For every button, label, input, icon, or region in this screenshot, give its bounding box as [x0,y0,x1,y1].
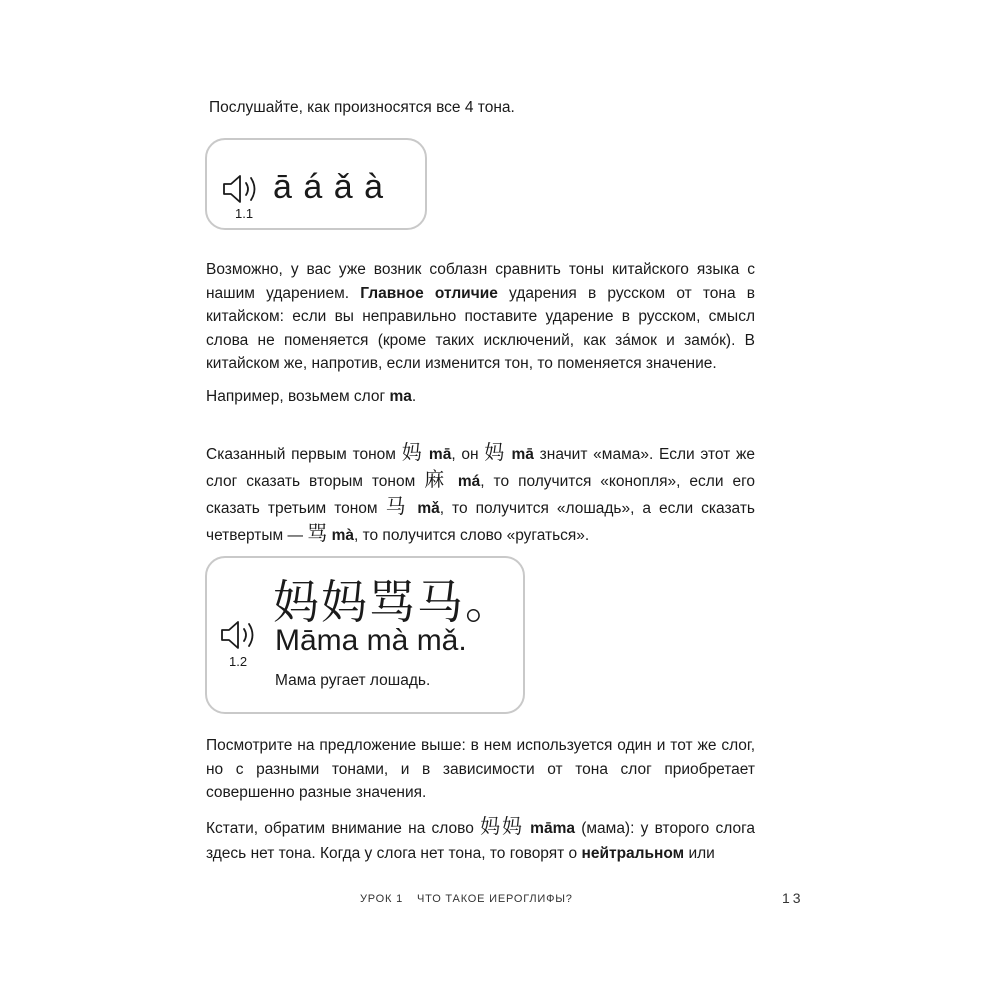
speaker-icon[interactable] [219,618,259,652]
paragraph-neutral-tone: Кстати, обратим внимание на слово 妈妈 māma (мама): у второго слога здесь нет тона. Когда у слога нет тона, то говорят о нейтральном или [206,814,755,862]
tone-marks: ā á ǎ à [273,168,384,206]
track-number: 1.1 [235,206,254,221]
footer-lesson: УРОК 1 [360,893,404,905]
paragraph-sentence-note: Посмотрите на предложение выше: в нем используется один и тот же слог, но с разными тонами, и в зависимости от тона слог приобретает совершенно разные значения. [206,737,755,801]
audio-box-sentence[interactable] [205,556,525,714]
footer-title: ЧТО ТАКОЕ ИЕРОГЛИФЫ? [417,893,573,905]
intro-text: Послушайте, как произносятся все 4 тона. [209,99,515,116]
bold-term: Главное отличие [360,284,498,302]
paragraph-example: Например, возьмем слог ma. [206,388,417,405]
paragraph-tones-vs-stress: Возможно, у вас уже возник соблазн сравнить тоны китайского языка с нашим ударением. Главное отличие ударения в русском от тона в китайском: если вы неправильно поставите ударение в русском, смысл слова не поменяется (кроме таких исключений, как за́мок и замо́к). В китайском же, напротив, если изменится тон, то поменяется значение. [206,261,756,372]
paragraph-four-tones: Сказанный первым тоном 妈 mā, он 妈 mā значит «мама». Если этот же слог сказать вторым тоном 麻 má, то получится «конопля», если его сказать третьим тоном 马 mǎ, то получится «лошадь», а если сказать четвертым — 骂 mà, то получится слово «ругаться». [206,440,756,545]
sentence-pinyin: Māma mà mǎ. [275,624,467,657]
sentence-translation: Мама ругает лошадь. [275,672,431,689]
sentence-hanzi: 妈妈骂马。 [273,575,513,629]
speaker-icon[interactable] [221,172,261,206]
audio-box-tones[interactable] [205,138,427,230]
running-footer [360,893,587,905]
track-number: 1.2 [229,654,248,669]
page-number: 13 [782,890,804,906]
